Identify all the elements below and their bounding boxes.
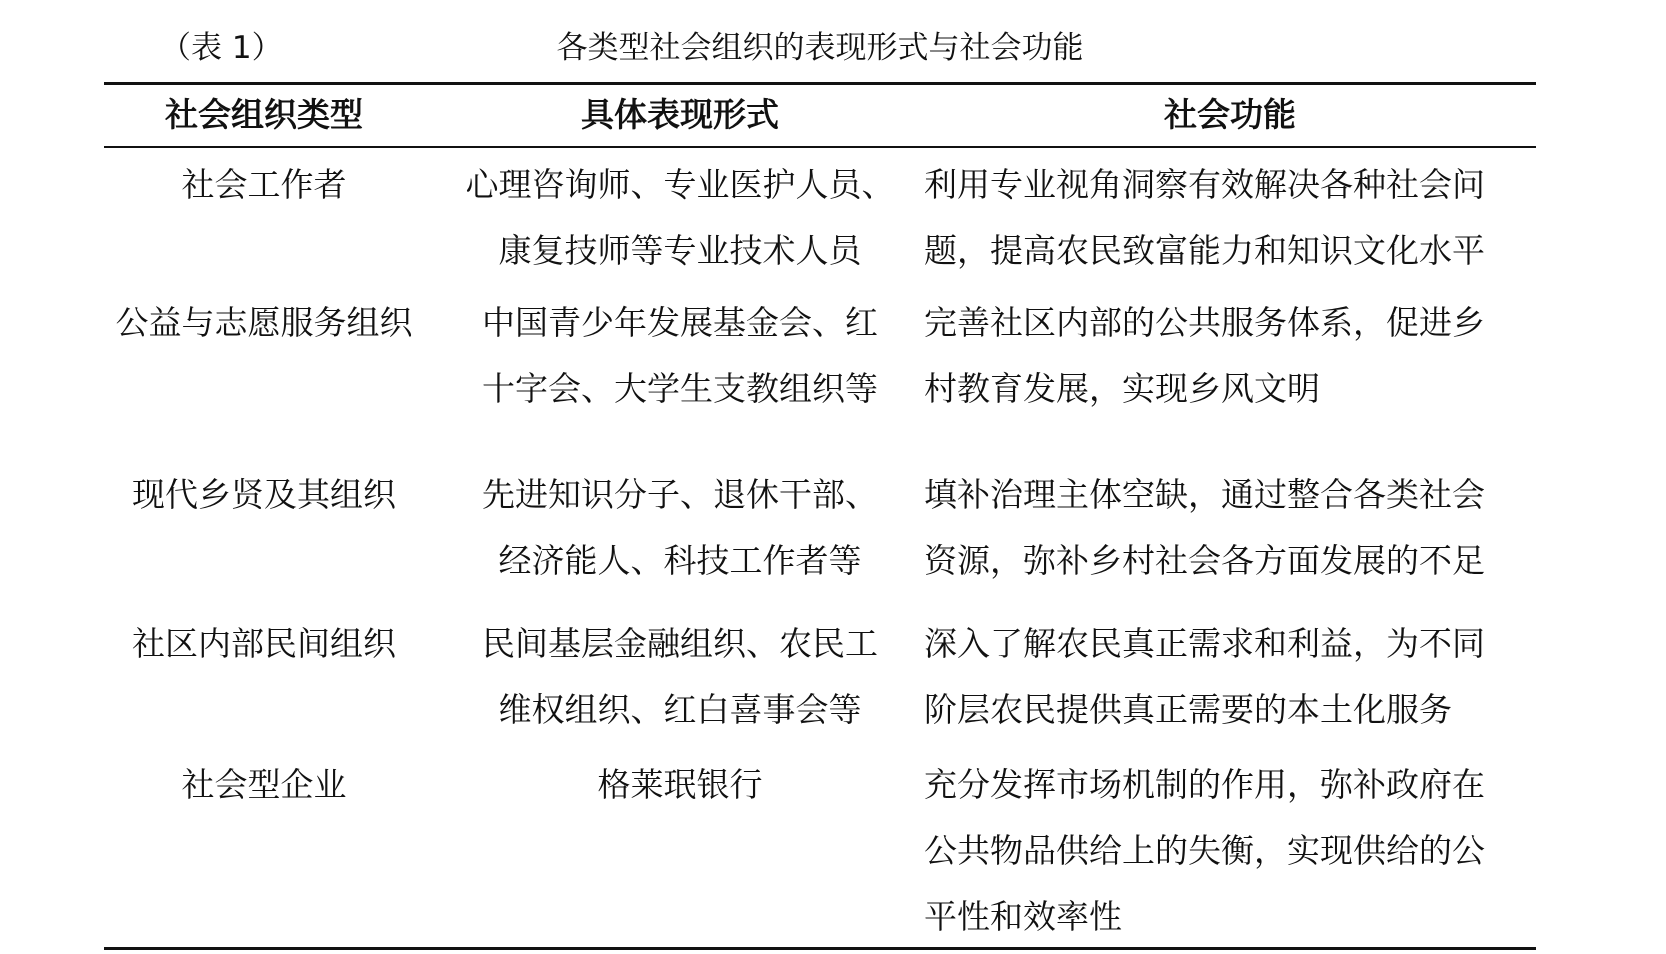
row-2-type-text: 公益与志愿服务组织 — [115, 303, 413, 342]
row-2-forms — [450, 290, 910, 422]
row-3-forms-line-1: 先进知识分子、退休干部、 — [482, 475, 878, 514]
row-3-type — [104, 462, 424, 528]
row-1-forms-line-1: 心理咨询师、专业医护人员、 — [465, 165, 895, 204]
row-4-forms-line-2: 维权组织、红白喜事会等 — [498, 690, 862, 729]
row-5-type-text: 社会型企业 — [181, 765, 347, 804]
row-4-functions-line-1: 深入了解农民真正需求和利益，为不同 — [924, 624, 1485, 663]
row-1-functions-line-1: 利用专业视角洞察有效解决各种社会问 — [924, 165, 1485, 204]
row-3-type-text: 现代乡贤及其组织 — [132, 475, 396, 514]
row-1-type-text: 社会工作者 — [181, 165, 347, 204]
row-1-forms-line-2: 康复技师等专业技术人员 — [498, 231, 862, 270]
row-4-functions-line-2: 阶层农民提供真正需要的本土化服务 — [924, 690, 1452, 729]
row-3-forms — [450, 462, 910, 594]
row-4-functions — [924, 611, 1536, 743]
row-5-forms-line-1: 格莱珉银行 — [597, 765, 763, 804]
row-2-functions-line-2: 村教育发展，实现乡风文明 — [924, 369, 1320, 408]
row-2-forms-line-2: 十字会、大学生支教组织等 — [482, 369, 878, 408]
row-3-functions — [924, 462, 1536, 594]
row-3-functions-line-2: 资源，弥补乡村社会各方面发展的不足 — [924, 541, 1485, 580]
header-functions: 社会功能 — [1164, 95, 1296, 134]
row-5-functions-line-2: 公共物品供给上的失衡，实现供给的公 — [924, 831, 1485, 870]
row-2-type — [104, 290, 424, 356]
row-5-functions-line-1: 充分发挥市场机制的作用，弥补政府在 — [924, 765, 1485, 804]
row-4-forms-line-1: 民间基层金融组织、农民工 — [482, 624, 878, 663]
row-3-forms-line-2: 经济能人、科技工作者等 — [498, 541, 862, 580]
table-title: 各类型社会组织的表现形式与社会功能 — [556, 30, 1084, 66]
row-4-type-text: 社区内部民间组织 — [132, 624, 396, 663]
row-5-functions-line-3: 平性和效率性 — [924, 897, 1122, 936]
row-1-forms — [450, 152, 910, 284]
header-forms: 具体表现形式 — [581, 95, 779, 134]
row-4-type — [104, 611, 424, 677]
row-2-forms-line-1: 中国青少年发展基金会、红 — [482, 303, 878, 342]
header-rule — [104, 146, 1536, 148]
row-1-type — [104, 152, 424, 218]
row-1-functions-line-2: 题，提高农民致富能力和知识文化水平 — [924, 231, 1485, 270]
table-caption-label: （表 1） — [160, 30, 283, 66]
row-4-forms — [450, 611, 910, 743]
row-5-type — [104, 752, 424, 818]
row-3-functions-line-1: 填补治理主体空缺，通过整合各类社会 — [924, 475, 1485, 514]
row-2-functions — [924, 290, 1536, 422]
row-5-functions — [924, 752, 1536, 950]
bottom-rule — [104, 947, 1536, 950]
header-type: 社会组织类型 — [165, 95, 363, 134]
row-2-functions-line-1: 完善社区内部的公共服务体系，促进乡 — [924, 303, 1485, 342]
row-1-functions — [924, 152, 1536, 284]
row-5-forms — [450, 752, 910, 818]
